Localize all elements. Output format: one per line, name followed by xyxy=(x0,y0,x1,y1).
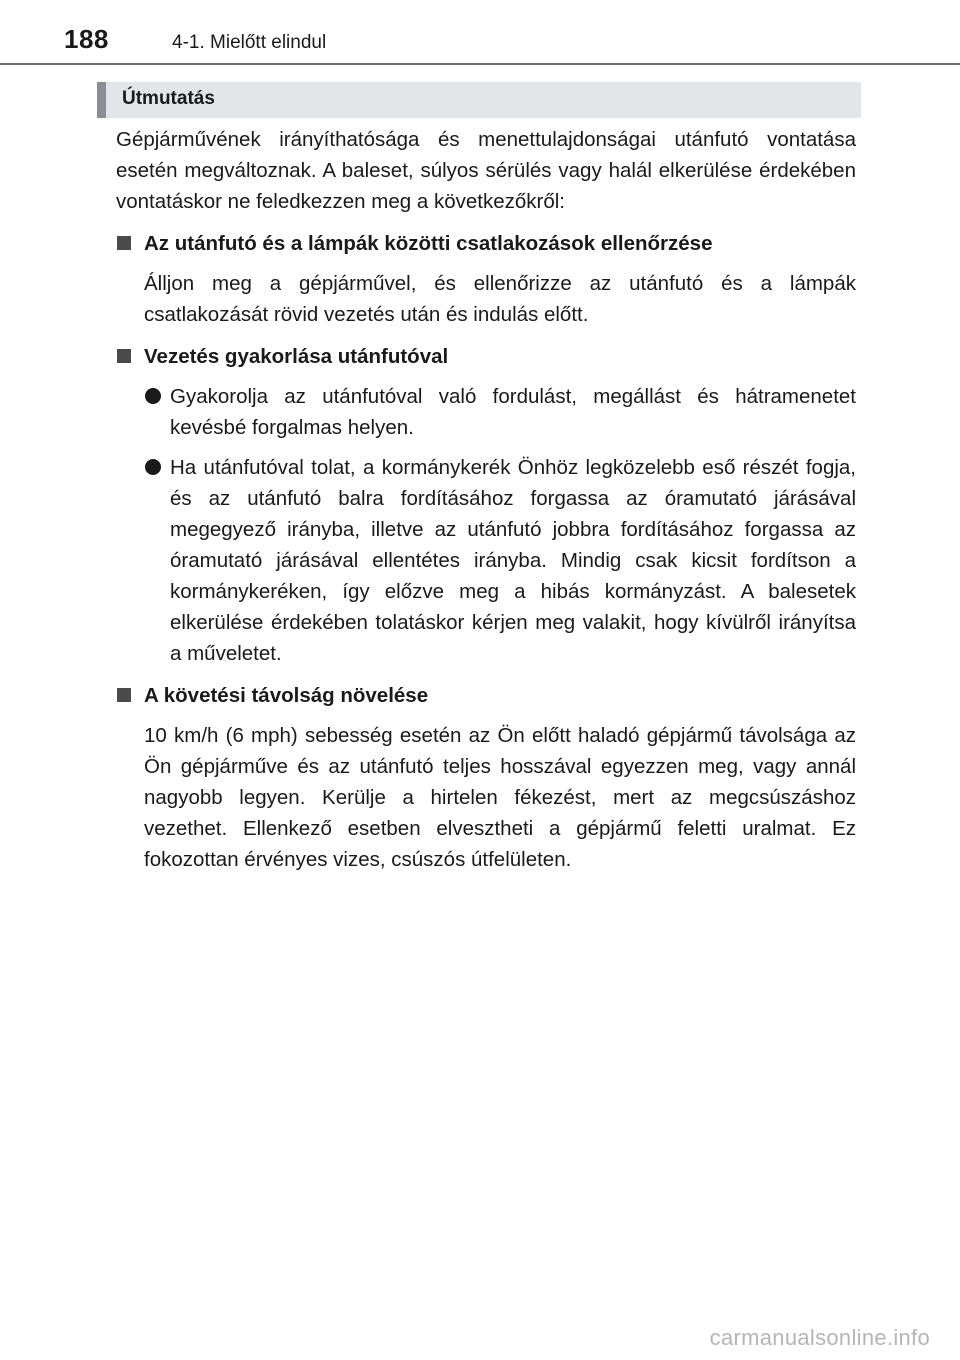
section-heading xyxy=(116,341,856,372)
section-heading xyxy=(116,680,856,711)
note-title-bar xyxy=(97,82,861,118)
note-title: Útmutatás xyxy=(122,88,215,109)
section-heading-text: A követési távolság növelése xyxy=(144,684,429,707)
note-content xyxy=(116,124,856,875)
section-heading-text: Vezetés gyakorlása utánfutóval xyxy=(144,345,449,368)
square-bullet-icon xyxy=(117,236,131,250)
circle-bullet-icon xyxy=(145,388,161,404)
section-heading-text: Az utánfutó és a lámpák közötti csatlakozások ellenőrzése xyxy=(144,232,713,255)
page-number: 188 xyxy=(64,24,109,54)
bullet-item xyxy=(116,381,856,443)
section-heading xyxy=(116,228,856,259)
bullet-text: Ha utánfutóval tolat, a kormánykerék Önhöz legközelebb eső részét fogja, és az utánfutó balra fordításához forgassa az óramutató járásával megegyező irányba, illetve az utánfutó jobbra fordításához forgassa az óramutató járásával ellentétes irányba. Mindig csak kicsit fordítson a kormánykeréken, így előzve meg a hibás kormányzást. A balesetek elkerülése érdekében tolatáskor kérjen meg valakit, hogy kívülről irányítsa a műveletet. xyxy=(170,456,856,665)
header-divider xyxy=(0,63,960,65)
watermark-text: carmanualsonline.info xyxy=(709,1325,930,1350)
bullet-text: Gyakorolja az utánfutóval való fordulást, megállást és hátramenetet kevésbé forgalmas helyen. xyxy=(170,385,856,439)
section-title: 4-1. Mielőtt elindul xyxy=(172,32,327,53)
square-bullet-icon xyxy=(117,349,131,363)
bullet-item xyxy=(116,452,856,669)
circle-bullet-icon xyxy=(145,459,161,475)
intro-paragraph: Gépjárművének irányíthatósága és menettulajdonságai utánfutó vontatása esetén megváltoznak. A baleset, súlyos sérülés vagy halál elkerülése érdekében vontatáskor ne feledkezzen meg a következőkről: xyxy=(116,128,856,213)
section-body: 10 km/h (6 mph) sebesség esetén az Ön előtt haladó gépjármű távolsága az Ön gépjárműve és az utánfutó teljes hosszával egyezzen meg, vagy annál nagyobb legyen. Kerülje a hirtelen fékezést, mert az megcsúszáshoz vezethet. Ellenkező esetben elvesztheti a gépjármű feletti uralmat. Ez fokozottan érvényes vizes, csúszós útfelületen. xyxy=(144,724,856,871)
section-body: Álljon meg a gépjárművel, és ellenőrizze az utánfutó és a lámpák csatlakozását rövid vezetés után és indulás előtt. xyxy=(144,272,856,326)
square-bullet-icon xyxy=(117,688,131,702)
